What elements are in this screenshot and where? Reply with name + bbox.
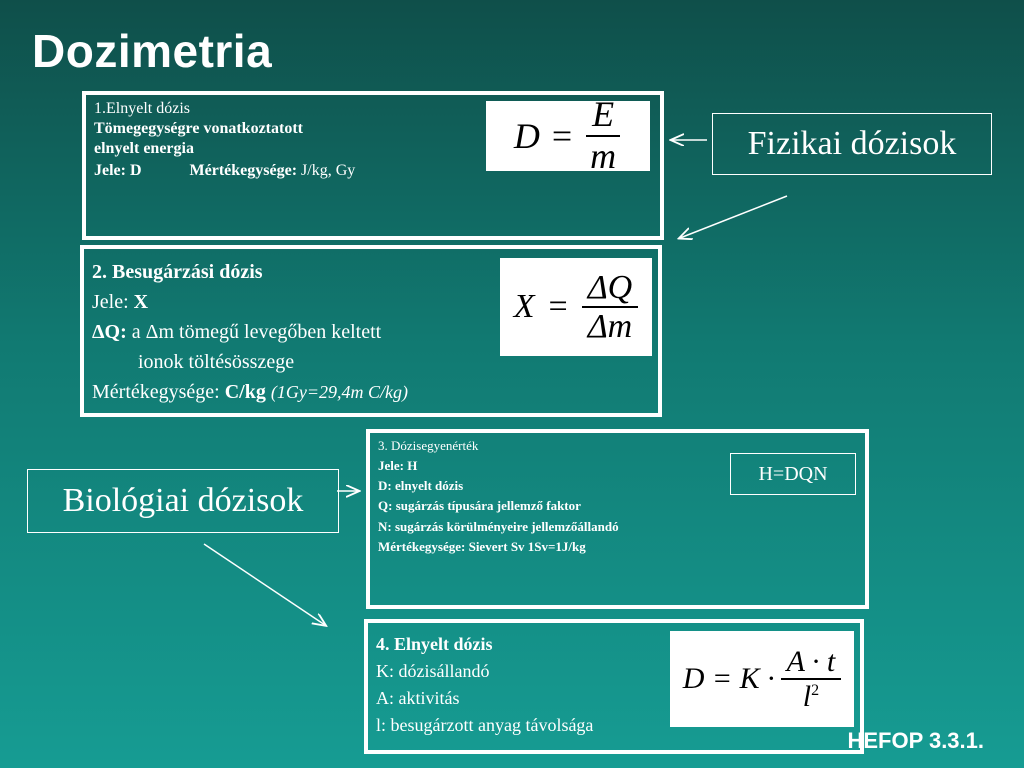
formula4-den-exp: 2 xyxy=(811,682,820,699)
box3-jele: Jele: H xyxy=(378,458,418,474)
box4-a-line: A: aktivitás xyxy=(376,688,460,708)
box2-unit-value: C/kg xyxy=(224,381,266,403)
footer-label: HEFOP 3.3.1. xyxy=(847,728,984,753)
formula2-eq: = xyxy=(548,288,568,325)
box3-d-line: D: elnyelt dózis xyxy=(378,478,464,494)
formula2-lhs: X xyxy=(513,288,535,325)
box2-heading: 2. Besugárzási dózis xyxy=(92,261,263,283)
box4-l-line: l: besugárzott anyag távolsága xyxy=(376,715,594,735)
formula2-num: ΔQ xyxy=(582,269,639,308)
box3-n-line: N: sugárzás körülményeire jellemzőállandó xyxy=(378,518,619,534)
formula4-lhs: D = K · xyxy=(682,662,775,695)
box3-unit-line: Mértékegysége: Sievert Sv 1Sv=1J/kg xyxy=(378,538,586,554)
box1-line3: elnyelt energia xyxy=(94,140,194,157)
box1-unit-label: Mértékegysége: xyxy=(189,162,298,179)
box2-dq-label: ΔQ: xyxy=(92,321,127,343)
arrow-to-box2 xyxy=(680,196,787,238)
box3-heading: 3. Dózisegyenérték xyxy=(378,438,479,453)
biological-doses-label: Biológiai dózisok xyxy=(27,469,339,533)
box1-jele: Jele: D xyxy=(94,162,142,179)
box1-unit-value: J/kg, Gy xyxy=(301,162,356,179)
box2-dq-text: a Δm tömegű levegőben keltett xyxy=(126,321,382,343)
box1-heading: 1.Elnyelt dózis xyxy=(94,100,190,117)
formula4-num: A · t xyxy=(781,645,842,680)
dose-equivalent-formula: H=DQN xyxy=(730,453,856,495)
formula1-eq: = xyxy=(551,116,573,156)
box2-jele-value: X xyxy=(133,291,149,313)
box2-unit-prefix: Mértékegysége: xyxy=(92,381,225,403)
box2-jele-prefix: Jele: xyxy=(92,291,134,313)
formula1-num: E xyxy=(586,95,620,137)
formula2-den: Δm xyxy=(587,308,633,345)
box4-k-line: K: dózisállandó xyxy=(376,661,490,681)
box1-line2: Tömegegységre vonatkoztatott xyxy=(94,120,303,137)
box2-dq-text2: ionok töltésösszege xyxy=(138,351,295,373)
arrow-to-box4 xyxy=(204,544,325,625)
physical-doses-label: Fizikai dózisok xyxy=(712,113,992,175)
box3-q-line: Q: sugárzás típusára jellemző faktor xyxy=(378,498,581,514)
formula1-lhs: D xyxy=(513,116,540,156)
box4-heading: 4. Elnyelt dózis xyxy=(376,634,493,654)
page-title: Dozimetria xyxy=(32,25,273,77)
formula4-den: l xyxy=(802,680,812,713)
formula1-den: m xyxy=(590,136,617,176)
box2-unit-note: (1Gy=29,4m C/kg) xyxy=(270,382,408,402)
